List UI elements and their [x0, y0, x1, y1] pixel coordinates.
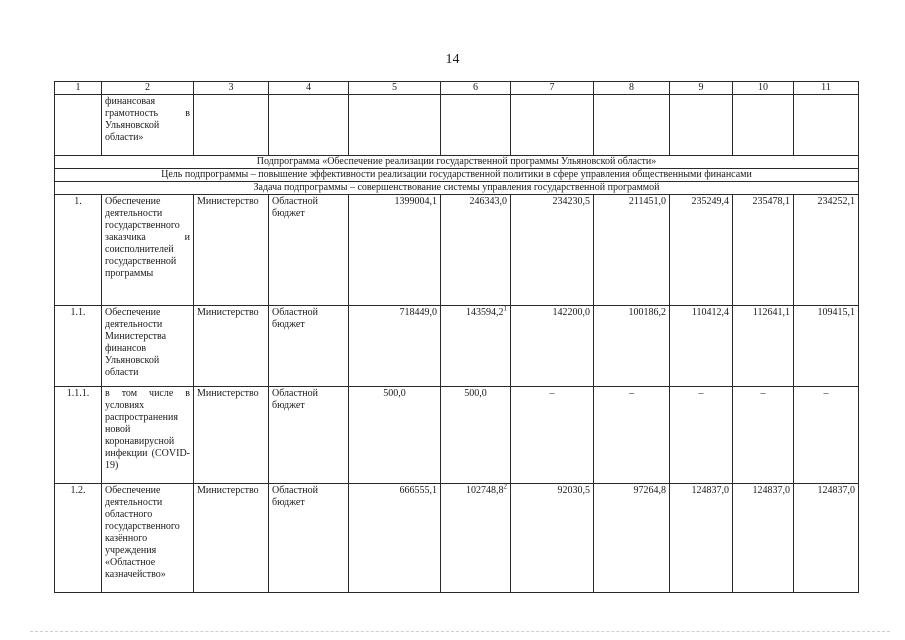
value-col-7: 142200,0 [511, 306, 594, 387]
row-executor: Министерство [194, 387, 269, 484]
column-header: 10 [733, 82, 794, 95]
row-executor: Министерство [194, 195, 269, 306]
column-header: 8 [594, 82, 670, 95]
subprogram-title: Подпрограмма «Обеспечение реализации государственной программы Ульяновской области» [55, 156, 859, 169]
value-total: 666555,1 [349, 484, 441, 593]
value-col-9: 124837,0 [670, 484, 733, 593]
row-index: 1.1. [55, 306, 102, 387]
row-source: Областной бюджет [269, 306, 349, 387]
footnote-mark: 2 [503, 483, 507, 491]
subprogram-title-row [55, 156, 859, 169]
value-col-6: 143594,2$^1$ [441, 306, 511, 387]
column-header: 5 [349, 82, 441, 95]
row-index: 1.1.1. [55, 387, 102, 484]
table-row-continuation [55, 95, 859, 156]
row-source: Областной бюджет [269, 195, 349, 306]
row-source: Областной бюджет [269, 484, 349, 593]
column-header: 3 [194, 82, 269, 95]
row-name: Обеспечение деятельности областного государственного казённого учреждения «Областное казначейство» [102, 484, 194, 593]
value-col-6: 500,0 [441, 387, 511, 484]
value-total: 500,0 [349, 387, 441, 484]
value-col-7: – [511, 387, 594, 484]
value-col-11: 234252,1 [794, 195, 859, 306]
value-col-9: 235249,4 [670, 195, 733, 306]
column-header: 1 [55, 82, 102, 95]
row-index: 1.2. [55, 484, 102, 593]
value-col-8: 100186,2 [594, 306, 670, 387]
table-row [55, 387, 859, 484]
footnote-mark: 1 [503, 305, 507, 313]
value-total: 1399004,1 [349, 195, 441, 306]
table-row [55, 195, 859, 306]
value-col-10: 124837,0 [733, 484, 794, 593]
value-col-7: 234230,5 [511, 195, 594, 306]
value-col-10: 235478,1 [733, 195, 794, 306]
column-header: 2 [102, 82, 194, 95]
table-row [55, 484, 859, 593]
value-col-6: 246343,0 [441, 195, 511, 306]
row-name: Обеспечение деятельности государственного заказчика и соисполнителей государственной программы [102, 195, 194, 306]
row-executor: Министерство [194, 306, 269, 387]
subprogram-goal: Цель подпрограммы – повышение эффективности реализации государственной политики в сфере управления общественными финансами [55, 169, 859, 182]
subprogram-goal-row [55, 169, 859, 182]
value-col-11: 124837,0 [794, 484, 859, 593]
subprogram-task: Задача подпрограммы – совершенствование системы управления государственной программой [55, 182, 859, 195]
row-executor: Министерство [194, 484, 269, 593]
column-header: 7 [511, 82, 594, 95]
row-name: финансовая грамотность в Ульяновской области» [102, 95, 194, 156]
value-col-11: – [794, 387, 859, 484]
value-col-8: 211451,0 [594, 195, 670, 306]
value-col-8: 97264,8 [594, 484, 670, 593]
row-name: в том числе в условиях распространения новой коронавирусной инфекции (COVID-19) [102, 387, 194, 484]
value-col-10: – [733, 387, 794, 484]
value-col-11: 109415,1 [794, 306, 859, 387]
column-header: 9 [670, 82, 733, 95]
value-col-8: – [594, 387, 670, 484]
value-total: 718449,0 [349, 306, 441, 387]
column-header: 11 [794, 82, 859, 95]
column-header: 4 [269, 82, 349, 95]
row-index: 1. [55, 195, 102, 306]
subprogram-task-row [55, 182, 859, 195]
column-header: 6 [441, 82, 511, 95]
value-col-9: – [670, 387, 733, 484]
budget-table [54, 81, 859, 593]
value-col-9: 110412,4 [670, 306, 733, 387]
value-col-7: 92030,5 [511, 484, 594, 593]
table-row [55, 306, 859, 387]
value-col-6: 102748,8$^2$ [441, 484, 511, 593]
row-name: Обеспечение деятельности Министерства финансов Ульяновской области [102, 306, 194, 387]
row-source: Областной бюджет [269, 387, 349, 484]
column-number-row [55, 82, 859, 95]
value-col-10: 112641,1 [733, 306, 794, 387]
page-number: 14 [445, 52, 460, 67]
scan-edge-line [30, 631, 890, 633]
